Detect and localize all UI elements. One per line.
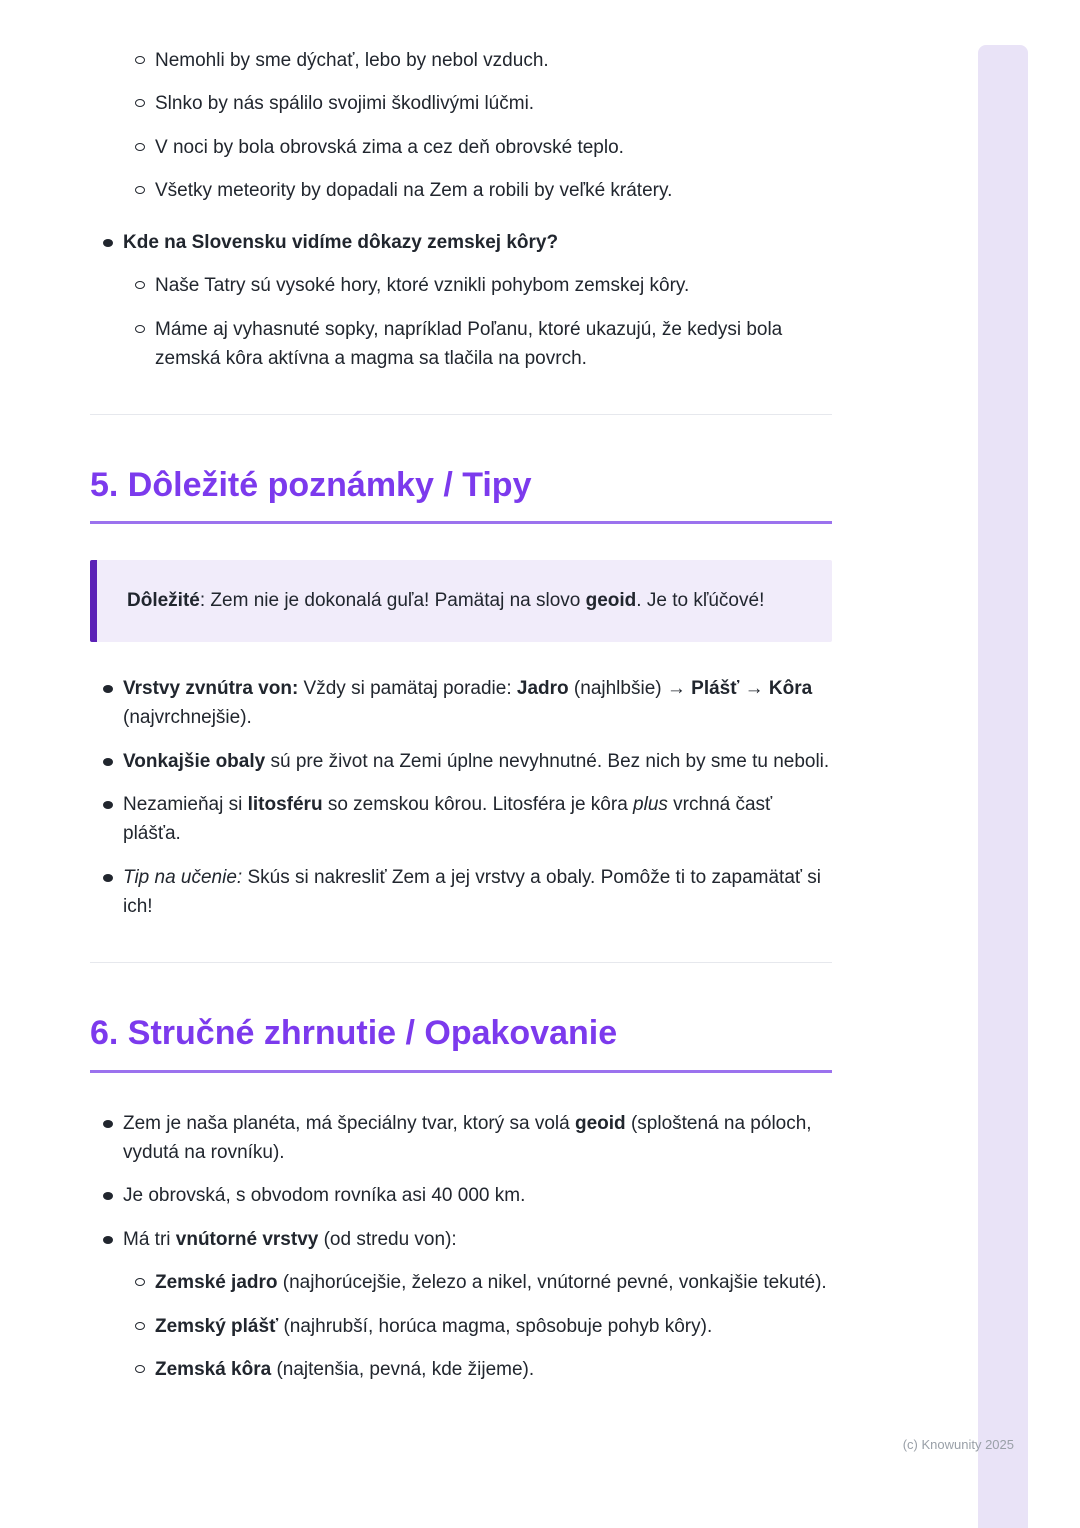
document-content xyxy=(90,0,832,1385)
circle-bullet-icon xyxy=(135,99,145,107)
list-item-text: Zemská kôra (najtenšia, pevná, kde žijeme). xyxy=(155,1359,535,1381)
copyright-notice: (c) Knowunity 2025 xyxy=(902,1437,1014,1452)
circle-bullet-icon xyxy=(135,186,145,194)
list-item xyxy=(90,133,832,162)
list-item xyxy=(90,1355,832,1384)
list-item-text: Máme aj vyhasnuté sopky, napríklad Poľanu, ktoré ukazujú, že kedysi bola zemská kôra aktívna a magma sa tlačila na povrch. xyxy=(155,318,783,370)
important-callout xyxy=(90,560,832,641)
circle-bullet-icon xyxy=(135,1322,145,1330)
list-item-text: Vonkajšie obaly sú pre život na Zemi úplne nevyhnutné. Bez nich by sme tu neboli. xyxy=(123,750,830,772)
bullet-icon xyxy=(103,1192,113,1200)
bullet-icon xyxy=(103,801,113,809)
list-item xyxy=(90,674,832,733)
bullet-icon xyxy=(103,239,113,247)
bullet-icon xyxy=(103,1120,113,1128)
list-item xyxy=(90,1225,832,1254)
list-item xyxy=(90,315,832,374)
list-item-text: V noci by bola obrovská zima a cez deň obrovské teplo. xyxy=(155,136,624,158)
section-6-list xyxy=(90,1109,832,1385)
circle-bullet-icon xyxy=(135,1278,145,1286)
list-item-text: Nemohli by sme dýchať, lebo by nebol vzduch. xyxy=(155,50,549,71)
list-item-text: Je obrovská, s obvodom rovníka asi 40 000 km. xyxy=(123,1185,526,1207)
circle-bullet-icon xyxy=(135,1365,145,1373)
divider xyxy=(90,414,832,415)
scrollbar-track[interactable] xyxy=(978,45,1028,1528)
list-item xyxy=(90,863,832,922)
list-item xyxy=(90,1312,832,1341)
bullet-icon xyxy=(103,874,113,882)
list-item xyxy=(90,89,832,118)
list-item-text: Má tri vnútorné vrstvy (od stredu von): xyxy=(123,1228,457,1250)
section-6-sub-list xyxy=(90,1268,832,1384)
list-item xyxy=(90,1181,832,1210)
list-item-question xyxy=(90,228,832,257)
list-item xyxy=(90,790,832,849)
intro-sub-list xyxy=(90,46,832,206)
circle-bullet-icon xyxy=(135,281,145,289)
list-item xyxy=(90,747,832,776)
list-item-text: Všetky meteority by dopadali na Zem a robili by veľké krátery. xyxy=(155,180,673,202)
bullet-icon xyxy=(103,758,113,766)
section-6-title: 6. Stručné zhrnutie / Opakovanie xyxy=(90,1013,832,1073)
divider xyxy=(90,962,832,963)
section-5-list xyxy=(90,674,832,922)
circle-bullet-icon xyxy=(135,56,145,64)
section-5-title: 5. Dôležité poznámky / Tipy xyxy=(90,465,832,525)
bullet-icon xyxy=(103,685,113,693)
list-item-text: Zem je naša planéta, má špeciálny tvar, ktorý sa volá geoid (sploštená na póloch, vydutá na rovníku). xyxy=(123,1112,812,1163)
list-item-text: Naše Tatry sú vysoké hory, ktoré vznikli pohybom zemskej kôry. xyxy=(155,275,690,297)
bullet-icon xyxy=(103,1236,113,1244)
list-item-text: Tip na učenie: Skús si nakresliť Zem a jej vrstvy a obaly. Pomôže ti to zapamätať si ich! xyxy=(123,866,822,918)
question-text: Kde na Slovensku vidíme dôkazy zemskej kôry? xyxy=(123,231,559,253)
callout-text: Dôležité: Zem nie je dokonalá guľa! Pamätaj na slovo geoid. Je to kľúčové! xyxy=(127,590,765,612)
list-item xyxy=(90,46,832,75)
list-item xyxy=(90,271,832,300)
list-item-text: Vrstvy zvnútra von: Vždy si pamätaj poradie: Jadro (najhlbšie) → Plášť → Kôra (najvrchnejšie). xyxy=(123,677,813,729)
list-item xyxy=(90,176,832,205)
circle-bullet-icon xyxy=(135,325,145,333)
list-item-text: Zemské jadro (najhorúcejšie, železo a nikel, vnútorné pevné, vonkajšie tekuté). xyxy=(155,1272,827,1294)
list-item xyxy=(90,1109,832,1168)
answer-sub-list xyxy=(90,271,832,373)
circle-bullet-icon xyxy=(135,143,145,151)
list-item-text: Slnko by nás spálilo svojimi škodlivými lúčmi. xyxy=(155,93,535,115)
list-item-text: Nezamieňaj si litosféru so zemskou kôrou. Litosféra je kôra plus vrchná časť plášťa. xyxy=(123,793,773,845)
list-item-text: Zemský plášť (najhrubší, horúca magma, spôsobuje pohyb kôry). xyxy=(155,1315,713,1337)
list-item xyxy=(90,1268,832,1297)
